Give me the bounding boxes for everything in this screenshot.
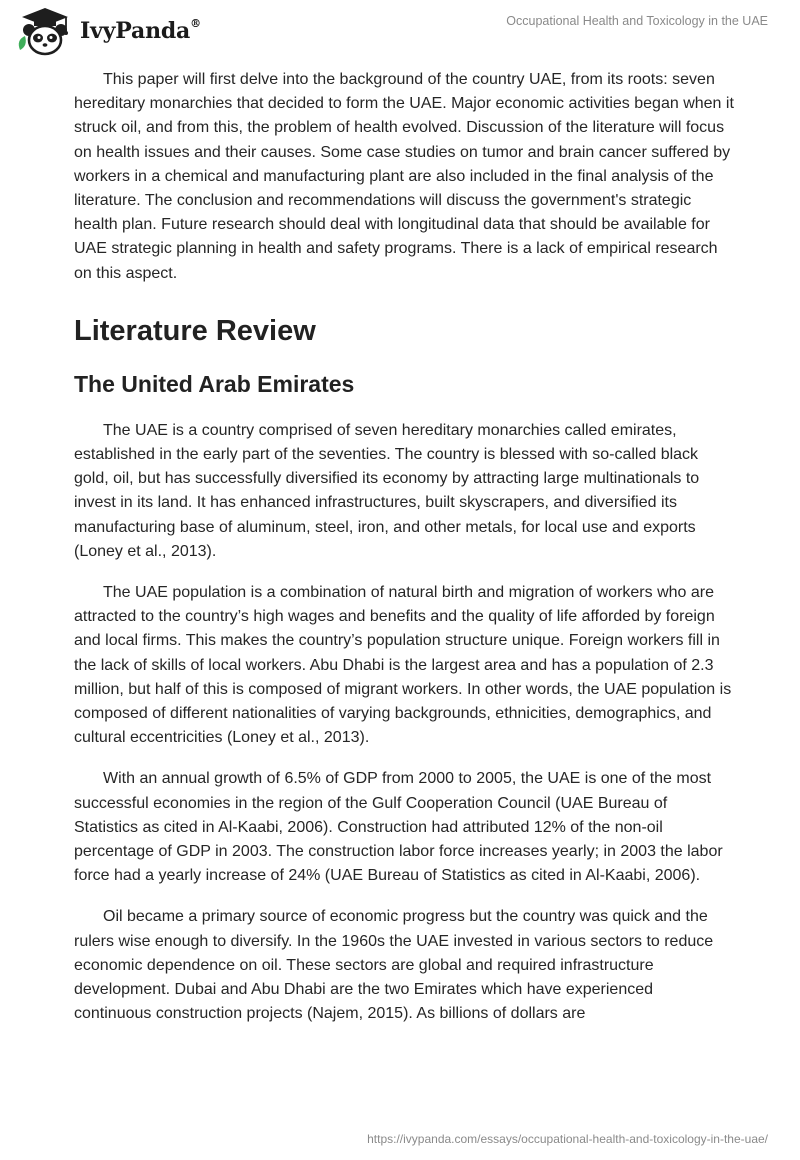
panda-graduate-icon[interactable]	[14, 6, 76, 58]
intro-paragraph: This paper will first delve into the background of the country UAE, from its roots: seven hereditary monarchies that decided to form the UAE. Major economic activities began when it struck oil, and from this, the problem of health evolved. Discussion of the literature will focus on health issues and their causes. Some case studies on tumor and brain cancer suffered by workers in a chemical and manufacturing plant are also included in the final analysis of the literature. The conclusion and recommendations will discuss the government's strategic health plan. Future research should deal with longitudinal data that should be available for UAE strategic planning in health and safety programs. There is a lack of empirical research on this aspect.	[74, 71, 734, 282]
body-paragraph: With an annual growth of 6.5% of GDP from 2000 to 2005, the UAE is one of the most successful economies in the region of the Gulf Cooperation Council (UAE Bureau of Statistics as cited in Al-Kaabi, 2006). Construction had attributed 12% of the non-oil percentage of GDP in 2003. The construction labor force increases yearly; in 2003 the labor force had a yearly increase of 24% (UAE Bureau of Statistics as cited in Al-Kaabi, 2006).	[74, 770, 723, 885]
section-heading: Literature Review	[74, 314, 316, 347]
body-paragraph: The UAE is a country comprised of seven hereditary monarchies called emirates, established in the early part of the seventies. The country is blessed with so-called black gold, oil, but has successfully diversified its economy by attracting large multinationals to invest in its land. It has enhanced infrastructures, built skyscrapers, and diversified its manufacturing base of aluminum, steel, iron, and other metals, for local use and exports (Loney et al., 2013).	[74, 421, 700, 560]
page-header	[0, 0, 800, 64]
brand-logo-text[interactable]	[80, 18, 201, 44]
article-body	[74, 68, 734, 1044]
document-title: Occupational Health and Toxicology in the UAE	[506, 14, 768, 28]
source-url: https://ivypanda.com/essays/occupational-health-and-toxicology-in-the-uae/	[367, 1132, 768, 1146]
registered-mark: ®	[190, 16, 201, 30]
brand-name: IvyPanda	[80, 18, 191, 44]
body-paragraph: Oil became a primary source of economic progress but the country was quick and the rulers wise enough to diversify. In the 1960s the UAE invested in various sectors to reduce economic dependence on oil. These sectors are global and required infrastructure development. Dubai and Abu Dhabi are the two Emirates which have experienced continuous construction projects (Najem, 2015). As billions of dollars are	[74, 908, 714, 1023]
body-paragraph: The UAE population is a combination of natural birth and migration of workers who are attracted to the country’s high wages and benefits and the quality of life afforded by foreign and local firms. This makes the country’s population structure unique. Foreign workers fill in the lack of skills of local workers. Abu Dhabi is the largest area and has a population of 2.3 million, but half of this is composed of migrant workers. In other words, the UAE population is composed of different nationalities of varying backgrounds, ethnicities, demographics, and cultural eccentricities (Loney et al., 2013).	[74, 584, 732, 747]
subsection-heading: The United Arab Emirates	[74, 370, 355, 397]
